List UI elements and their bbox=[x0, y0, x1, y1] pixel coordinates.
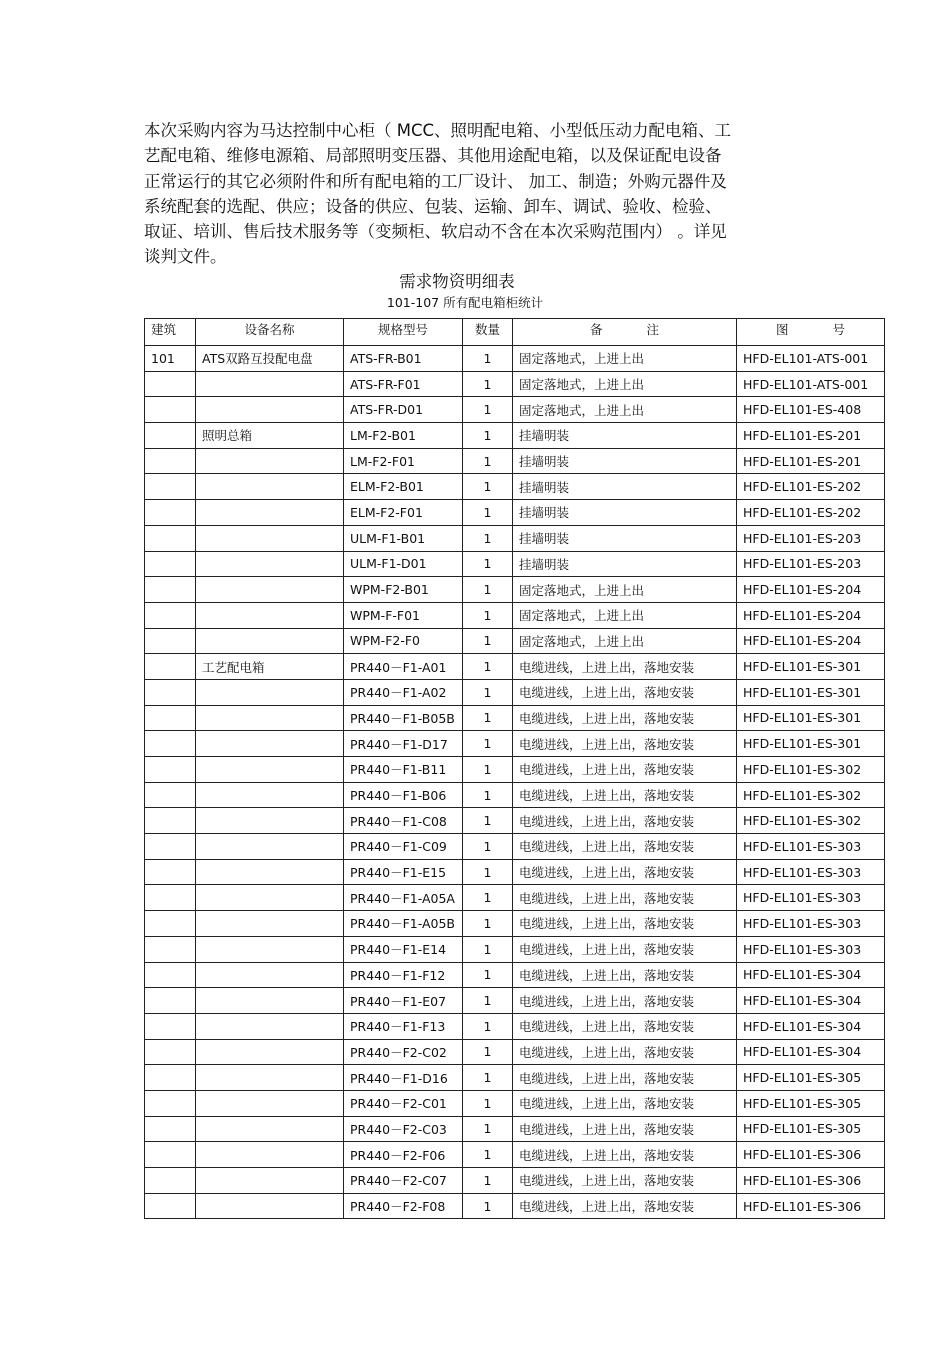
table-row bbox=[145, 346, 885, 372]
cell-drawing: HFD-EL101-ES-203 bbox=[737, 551, 885, 577]
cell-device: ATS双路互投配电盘 bbox=[196, 346, 344, 372]
cell-building bbox=[145, 834, 196, 860]
cell-qty: 1 bbox=[463, 654, 513, 680]
cell-model: ATS-FR-D01 bbox=[344, 397, 463, 423]
cell-remark: 电缆进线，上进上出，落地安装 bbox=[513, 1065, 737, 1091]
cell-building bbox=[145, 782, 196, 808]
cell-remark: 固定落地式，上进上出 bbox=[513, 628, 737, 654]
header-device: 设备名称 bbox=[196, 319, 344, 346]
cell-drawing: HFD-EL101-ES-203 bbox=[737, 525, 885, 551]
cell-qty: 1 bbox=[463, 936, 513, 962]
cell-qty: 1 bbox=[463, 1090, 513, 1116]
cell-drawing: HFD-EL101-ES-204 bbox=[737, 628, 885, 654]
cell-building bbox=[145, 808, 196, 834]
cell-remark: 固定落地式，上进上出 bbox=[513, 371, 737, 397]
cell-remark: 电缆进线，上进上出，落地安装 bbox=[513, 1090, 737, 1116]
cell-drawing: HFD-EL101-ES-201 bbox=[737, 423, 885, 449]
cell-device bbox=[196, 1168, 344, 1194]
cell-building bbox=[145, 705, 196, 731]
cell-device bbox=[196, 448, 344, 474]
cell-qty: 1 bbox=[463, 988, 513, 1014]
cell-drawing: HFD-EL101-ES-302 bbox=[737, 757, 885, 783]
table-row bbox=[145, 731, 885, 757]
cell-qty: 1 bbox=[463, 551, 513, 577]
header-remark-a: 备 bbox=[589, 322, 603, 337]
cell-building bbox=[145, 500, 196, 526]
cell-model: PR440－F1-E07 bbox=[344, 988, 463, 1014]
cell-device bbox=[196, 705, 344, 731]
cell-model: ULM-F1-B01 bbox=[344, 525, 463, 551]
intro-line: 取证、培训、售后技术服务等（变频柜、软启动不含在本次采购范围内） 。详见 bbox=[144, 222, 727, 242]
cell-building bbox=[145, 628, 196, 654]
cell-qty: 1 bbox=[463, 705, 513, 731]
cell-qty: 1 bbox=[463, 782, 513, 808]
header-remark bbox=[513, 319, 737, 346]
cell-model: PR440－F1-C08 bbox=[344, 808, 463, 834]
cell-model: ATS-FR-F01 bbox=[344, 371, 463, 397]
cell-qty: 1 bbox=[463, 1065, 513, 1091]
table-row bbox=[145, 1039, 885, 1065]
intro-line: 谈判文件。 bbox=[144, 247, 227, 267]
table-row bbox=[145, 859, 885, 885]
cell-device bbox=[196, 500, 344, 526]
cell-building bbox=[145, 1193, 196, 1219]
cell-device bbox=[196, 962, 344, 988]
cell-building: 101 bbox=[145, 346, 196, 372]
table-row bbox=[145, 1090, 885, 1116]
cell-drawing: HFD-EL101-ES-408 bbox=[737, 397, 885, 423]
cell-qty: 1 bbox=[463, 911, 513, 937]
cell-remark: 电缆进线，上进上出，落地安装 bbox=[513, 1142, 737, 1168]
cell-qty: 1 bbox=[463, 1039, 513, 1065]
cell-model: PR440－F1-A05A bbox=[344, 885, 463, 911]
cell-device bbox=[196, 1013, 344, 1039]
cell-qty: 1 bbox=[463, 1116, 513, 1142]
cell-building bbox=[145, 911, 196, 937]
header-qty: 数量 bbox=[463, 319, 513, 346]
cell-remark: 电缆进线，上进上出，落地安装 bbox=[513, 834, 737, 860]
cell-drawing: HFD-EL101-ES-303 bbox=[737, 885, 885, 911]
table-row bbox=[145, 500, 885, 526]
cell-remark: 电缆进线，上进上出，落地安装 bbox=[513, 654, 737, 680]
intro-paragraph bbox=[144, 118, 824, 270]
table-row bbox=[145, 474, 885, 500]
cell-remark: 挂墙明装 bbox=[513, 423, 737, 449]
cell-model: LM-F2-F01 bbox=[344, 448, 463, 474]
table-row bbox=[145, 834, 885, 860]
cell-drawing: HFD-EL101-ES-305 bbox=[737, 1116, 885, 1142]
cell-model: PR440－F1-B05B bbox=[344, 705, 463, 731]
cell-remark: 电缆进线，上进上出，落地安装 bbox=[513, 808, 737, 834]
cell-model: ELM-F2-B01 bbox=[344, 474, 463, 500]
cell-drawing: HFD-EL101-ES-304 bbox=[737, 988, 885, 1014]
header-drawing-b: 号 bbox=[832, 322, 846, 337]
cell-remark: 电缆进线，上进上出，落地安装 bbox=[513, 859, 737, 885]
cell-qty: 1 bbox=[463, 962, 513, 988]
cell-building bbox=[145, 1039, 196, 1065]
cell-device bbox=[196, 808, 344, 834]
table-row bbox=[145, 1065, 885, 1091]
cell-drawing: HFD-EL101-ES-304 bbox=[737, 1039, 885, 1065]
table-row bbox=[145, 808, 885, 834]
cell-model: PR440－F1-B11 bbox=[344, 757, 463, 783]
cell-qty: 1 bbox=[463, 859, 513, 885]
cell-qty: 1 bbox=[463, 885, 513, 911]
table-row bbox=[145, 988, 885, 1014]
cell-model: PR440－F2-C02 bbox=[344, 1039, 463, 1065]
table-row bbox=[145, 551, 885, 577]
cell-model: PR440－F1-E15 bbox=[344, 859, 463, 885]
intro-line: 正常运行的其它必须附件和所有配电箱的工厂设计、 加工、制造；外购元器件及 bbox=[144, 171, 727, 191]
cell-remark: 固定落地式，上进上出 bbox=[513, 577, 737, 603]
cell-building bbox=[145, 577, 196, 603]
table-row bbox=[145, 628, 885, 654]
cell-device bbox=[196, 474, 344, 500]
cell-remark: 电缆进线，上进上出，落地安装 bbox=[513, 679, 737, 705]
cell-device bbox=[196, 628, 344, 654]
cell-model: WPM-F-F01 bbox=[344, 602, 463, 628]
cell-drawing: HFD-EL101-ES-304 bbox=[737, 962, 885, 988]
cell-building bbox=[145, 371, 196, 397]
table-row bbox=[145, 679, 885, 705]
cell-model: PR440－F1-E14 bbox=[344, 936, 463, 962]
header-remark-b: 注 bbox=[646, 322, 660, 337]
cell-model: PR440－F2-C01 bbox=[344, 1090, 463, 1116]
table-row bbox=[145, 577, 885, 603]
cell-building bbox=[145, 397, 196, 423]
cell-qty: 1 bbox=[463, 1168, 513, 1194]
cell-building bbox=[145, 731, 196, 757]
cell-device bbox=[196, 834, 344, 860]
table-row bbox=[145, 1116, 885, 1142]
cell-device bbox=[196, 1039, 344, 1065]
cell-qty: 1 bbox=[463, 577, 513, 603]
cell-building bbox=[145, 1090, 196, 1116]
cell-model: PR440－F2-C03 bbox=[344, 1116, 463, 1142]
cell-qty: 1 bbox=[463, 1142, 513, 1168]
cell-drawing: HFD-EL101-ES-304 bbox=[737, 1013, 885, 1039]
cell-remark: 固定落地式，上进上出 bbox=[513, 397, 737, 423]
cell-device bbox=[196, 1193, 344, 1219]
table-row bbox=[145, 705, 885, 731]
cell-qty: 1 bbox=[463, 757, 513, 783]
cell-qty: 1 bbox=[463, 346, 513, 372]
cell-model: PR440－F1-B06 bbox=[344, 782, 463, 808]
cell-drawing: HFD-EL101-ES-202 bbox=[737, 474, 885, 500]
cell-drawing: HFD-EL101-ES-201 bbox=[737, 448, 885, 474]
cell-device bbox=[196, 551, 344, 577]
cell-remark: 挂墙明装 bbox=[513, 551, 737, 577]
cell-device bbox=[196, 936, 344, 962]
cell-device bbox=[196, 911, 344, 937]
header-drawing-a: 图 bbox=[775, 322, 789, 337]
cell-qty: 1 bbox=[463, 808, 513, 834]
table-row bbox=[145, 936, 885, 962]
intro-line: 本次采购内容为马达控制中心柜（ MCC、照明配电箱、小型低压动力配电箱、工 bbox=[144, 121, 732, 140]
cell-model: WPM-F2-B01 bbox=[344, 577, 463, 603]
table-row bbox=[145, 448, 885, 474]
cell-building bbox=[145, 885, 196, 911]
cell-remark: 挂墙明装 bbox=[513, 525, 737, 551]
table-row bbox=[145, 525, 885, 551]
cell-remark: 电缆进线，上进上出，落地安装 bbox=[513, 936, 737, 962]
cell-qty: 1 bbox=[463, 397, 513, 423]
table-row bbox=[145, 1168, 885, 1194]
cell-building bbox=[145, 525, 196, 551]
cell-remark: 电缆进线，上进上出，落地安装 bbox=[513, 1193, 737, 1219]
cell-building bbox=[145, 757, 196, 783]
table-row bbox=[145, 1013, 885, 1039]
table-title: 需求物资明细表 bbox=[399, 272, 515, 291]
cell-qty: 1 bbox=[463, 834, 513, 860]
cell-drawing: HFD-EL101-ES-306 bbox=[737, 1193, 885, 1219]
cell-model: PR440－F2-F06 bbox=[344, 1142, 463, 1168]
cell-drawing: HFD-EL101-ES-301 bbox=[737, 705, 885, 731]
cell-device bbox=[196, 782, 344, 808]
cell-device bbox=[196, 1142, 344, 1168]
table-subtitle: 101-107 所有配电箱柜统计 bbox=[386, 295, 544, 310]
cell-model: PR440－F1-A02 bbox=[344, 679, 463, 705]
cell-model: ATS-FR-B01 bbox=[344, 346, 463, 372]
cell-model: PR440－F1-C09 bbox=[344, 834, 463, 860]
cell-drawing: HFD-EL101-ES-303 bbox=[737, 936, 885, 962]
cell-device bbox=[196, 1065, 344, 1091]
intro-line: 艺配电箱、维修电源箱、局部照明变压器、其他用途配电箱，以及保证配电设备 bbox=[144, 146, 722, 166]
cell-model: PR440－F1-F13 bbox=[344, 1013, 463, 1039]
cell-qty: 1 bbox=[463, 1193, 513, 1219]
cell-qty: 1 bbox=[463, 525, 513, 551]
cell-drawing: HFD-EL101-ATS-001 bbox=[737, 371, 885, 397]
cell-qty: 1 bbox=[463, 474, 513, 500]
table-row bbox=[145, 962, 885, 988]
table-row bbox=[145, 371, 885, 397]
cell-qty: 1 bbox=[463, 602, 513, 628]
cell-drawing: HFD-EL101-ES-305 bbox=[737, 1065, 885, 1091]
cell-remark: 电缆进线，上进上出，落地安装 bbox=[513, 885, 737, 911]
cell-drawing: HFD-EL101-ES-305 bbox=[737, 1090, 885, 1116]
cell-remark: 电缆进线，上进上出，落地安装 bbox=[513, 1168, 737, 1194]
cell-drawing: HFD-EL101-ES-306 bbox=[737, 1142, 885, 1168]
cell-building bbox=[145, 1116, 196, 1142]
cell-device bbox=[196, 885, 344, 911]
cell-device bbox=[196, 731, 344, 757]
cell-drawing: HFD-EL101-ATS-001 bbox=[737, 346, 885, 372]
intro-line: 系统配套的选配、供应；设备的供应、包装、运输、卸车、调试、验收、检验、 bbox=[144, 196, 722, 216]
cell-building bbox=[145, 936, 196, 962]
cell-building bbox=[145, 1142, 196, 1168]
table-row bbox=[145, 757, 885, 783]
cell-building bbox=[145, 1065, 196, 1091]
header-building: 建筑 bbox=[145, 319, 196, 346]
cell-drawing: HFD-EL101-ES-202 bbox=[737, 500, 885, 526]
cell-drawing: HFD-EL101-ES-301 bbox=[737, 731, 885, 757]
cell-remark: 挂墙明装 bbox=[513, 500, 737, 526]
table-header-row bbox=[145, 319, 885, 346]
cell-model: PR440－F2-C07 bbox=[344, 1168, 463, 1194]
cell-remark: 电缆进线，上进上出，落地安装 bbox=[513, 731, 737, 757]
cell-model: ULM-F1-D01 bbox=[344, 551, 463, 577]
cell-remark: 电缆进线，上进上出，落地安装 bbox=[513, 1039, 737, 1065]
cell-building bbox=[145, 602, 196, 628]
cell-model: PR440－F1-A05B bbox=[344, 911, 463, 937]
cell-qty: 1 bbox=[463, 448, 513, 474]
cell-device bbox=[196, 525, 344, 551]
table-row bbox=[145, 1193, 885, 1219]
cell-drawing: HFD-EL101-ES-301 bbox=[737, 679, 885, 705]
cell-qty: 1 bbox=[463, 500, 513, 526]
cell-device bbox=[196, 397, 344, 423]
cell-model: PR440－F1-D17 bbox=[344, 731, 463, 757]
cell-device bbox=[196, 1116, 344, 1142]
cell-model: PR440－F1-F12 bbox=[344, 962, 463, 988]
cell-qty: 1 bbox=[463, 731, 513, 757]
cell-qty: 1 bbox=[463, 1013, 513, 1039]
cell-remark: 固定落地式，上进上出 bbox=[513, 346, 737, 372]
table-row bbox=[145, 602, 885, 628]
materials-table bbox=[144, 318, 885, 1219]
table-row bbox=[145, 397, 885, 423]
cell-building bbox=[145, 1168, 196, 1194]
cell-device bbox=[196, 988, 344, 1014]
cell-device bbox=[196, 1090, 344, 1116]
cell-drawing: HFD-EL101-ES-306 bbox=[737, 1168, 885, 1194]
table-row bbox=[145, 654, 885, 680]
cell-building bbox=[145, 962, 196, 988]
cell-building bbox=[145, 1013, 196, 1039]
cell-device bbox=[196, 679, 344, 705]
cell-remark: 电缆进线，上进上出，落地安装 bbox=[513, 1013, 737, 1039]
cell-model: WPM-F2-F0 bbox=[344, 628, 463, 654]
table-row bbox=[145, 423, 885, 449]
cell-drawing: HFD-EL101-ES-303 bbox=[737, 911, 885, 937]
header-model: 规格型号 bbox=[344, 319, 463, 346]
cell-drawing: HFD-EL101-ES-302 bbox=[737, 808, 885, 834]
cell-model: PR440－F1-D16 bbox=[344, 1065, 463, 1091]
cell-building bbox=[145, 474, 196, 500]
cell-device: 工艺配电箱 bbox=[196, 654, 344, 680]
cell-building bbox=[145, 679, 196, 705]
table-row bbox=[145, 1142, 885, 1168]
cell-qty: 1 bbox=[463, 679, 513, 705]
cell-remark: 固定落地式，上进上出 bbox=[513, 602, 737, 628]
cell-drawing: HFD-EL101-ES-303 bbox=[737, 859, 885, 885]
cell-remark: 电缆进线，上进上出，落地安装 bbox=[513, 911, 737, 937]
cell-device bbox=[196, 859, 344, 885]
cell-remark: 电缆进线，上进上出，落地安装 bbox=[513, 782, 737, 808]
cell-device: 照明总箱 bbox=[196, 423, 344, 449]
cell-model: PR440－F1-A01 bbox=[344, 654, 463, 680]
table-row bbox=[145, 885, 885, 911]
header-drawing bbox=[737, 319, 885, 346]
cell-model: ELM-F2-F01 bbox=[344, 500, 463, 526]
cell-model: LM-F2-B01 bbox=[344, 423, 463, 449]
cell-device bbox=[196, 757, 344, 783]
table-row bbox=[145, 911, 885, 937]
cell-remark: 电缆进线，上进上出，落地安装 bbox=[513, 988, 737, 1014]
cell-qty: 1 bbox=[463, 371, 513, 397]
cell-building bbox=[145, 988, 196, 1014]
cell-remark: 电缆进线，上进上出，落地安装 bbox=[513, 1116, 737, 1142]
cell-remark: 电缆进线，上进上出，落地安装 bbox=[513, 757, 737, 783]
cell-drawing: HFD-EL101-ES-204 bbox=[737, 602, 885, 628]
cell-qty: 1 bbox=[463, 628, 513, 654]
table-row bbox=[145, 782, 885, 808]
cell-device bbox=[196, 371, 344, 397]
cell-device bbox=[196, 602, 344, 628]
cell-remark: 电缆进线，上进上出，落地安装 bbox=[513, 705, 737, 731]
cell-building bbox=[145, 654, 196, 680]
cell-building bbox=[145, 859, 196, 885]
cell-remark: 挂墙明装 bbox=[513, 448, 737, 474]
cell-building bbox=[145, 423, 196, 449]
cell-drawing: HFD-EL101-ES-301 bbox=[737, 654, 885, 680]
cell-qty: 1 bbox=[463, 423, 513, 449]
cell-drawing: HFD-EL101-ES-302 bbox=[737, 782, 885, 808]
cell-remark: 电缆进线，上进上出，落地安装 bbox=[513, 962, 737, 988]
cell-model: PR440－F2-F08 bbox=[344, 1193, 463, 1219]
cell-drawing: HFD-EL101-ES-303 bbox=[737, 834, 885, 860]
cell-remark: 挂墙明装 bbox=[513, 474, 737, 500]
cell-device bbox=[196, 577, 344, 603]
cell-building bbox=[145, 448, 196, 474]
cell-building bbox=[145, 551, 196, 577]
cell-drawing: HFD-EL101-ES-204 bbox=[737, 577, 885, 603]
